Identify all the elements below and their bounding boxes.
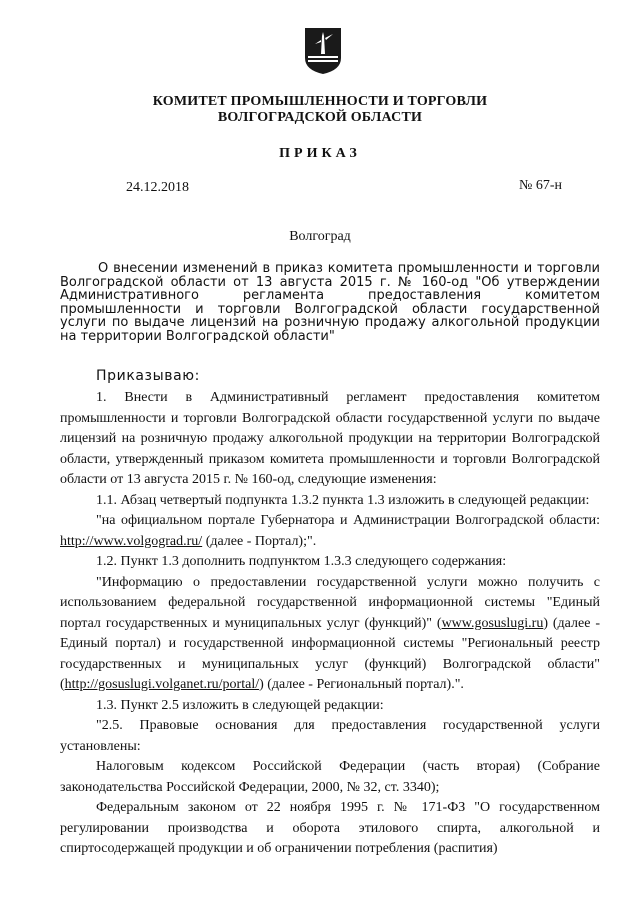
portal-link[interactable]: http://www.volgograd.ru/ — [60, 533, 203, 549]
paragraph-2-5: "2.5. Правовые основания для предоставления государственной услуги установлены: — [60, 718, 600, 754]
paragraph-text: ) (далее - Единый портал) и государственной информационной системы "Региональный реестр государственных и муниципальных услуг (функций) Волгоградской области" ( — [60, 615, 600, 692]
organization-region: ВОЛГОГРАДСКОЙ ОБЛАСТИ — [217, 110, 423, 125]
regional-portal-link[interactable]: http://gosuslugi.volganet.ru/portal/ — [64, 677, 260, 692]
paragraph-tax-code: Налоговым кодексом Российской Федерации (часть вторая) (Собрание законодательства Российской Федерации, 2000, № 32, ст. 3340); — [60, 759, 600, 795]
paragraph-1-1: 1.1. Абзац четвертый подпункта 1.3.2 пункта 1.3 изложить в следующей редакции: — [96, 492, 590, 508]
gosuslugi-link[interactable]: www.gosuslugi.ru — [441, 615, 544, 631]
paragraph-1-3: 1.3. Пункт 2.5 изложить в следующей редакции: — [96, 697, 384, 713]
document-city: Волгоград — [289, 229, 351, 244]
paragraph-portal — [60, 511, 600, 552]
document-subject: О внесении изменений в приказ комитета промышленности и торговли Волгоградской области от 13 августа 2015 г. № 160-од "Об утверждении Административного регламента предоставления комитетом промышленности и торговли Волгоградской области государственной услуги по выдаче лицензий на розничную продажу алкогольной продукции на территории Волгоградской области" — [60, 261, 600, 344]
paragraph-text: "Информацию о предоставлении государственной услуги можно получить с использованием федеральной государственной информационной системы "Единый портал государственных и муниципальных услуг (функций)" ( — [60, 574, 600, 631]
paragraph-1-2: 1.2. Пункт 1.3 дополнить подпунктом 1.3.3 следующего содержания: — [96, 554, 507, 569]
document-date: 24.12.2018 — [126, 180, 189, 195]
paragraph-info — [60, 573, 600, 696]
decree-word: Приказываю: — [96, 368, 200, 384]
paragraph-1: 1. Внести в Административный регламент предоставления комитетом промышленности и торговли Волгоградской области государственной услуги по выдаче лицензий на розничную продажу алкогольной продукции на территории Волгоградской области, утвержденный приказом комитета промышленности и торговли Волгоградской области от 13 августа 2015 г. № 160-од, следующие изменения: — [60, 390, 600, 487]
paragraph-federal-law: Федеральным законом от 22 ноября 1995 г. № 171-ФЗ "О государственном регулировании производства и оборота этилового спирта, алкогольной и спиртосодержащей продукции и об ограничении потребления (распития) — [60, 800, 600, 856]
organization-name: КОМИТЕТ ПРОМЫШЛЕННОСТИ И ТОРГОВЛИ — [152, 94, 488, 109]
paragraph-text: ) (далее - Региональный портал).". — [259, 677, 464, 692]
document-body — [60, 388, 600, 860]
document-number: № 67-н — [519, 178, 563, 193]
document-type: ПРИКАЗ — [279, 146, 361, 161]
paragraph-text: "на официальном портале Губернатора и Администрации Волгоградской области: — [96, 513, 600, 528]
paragraph-text: (далее - Портал);". — [202, 533, 317, 549]
coat-of-arms-icon — [303, 26, 343, 76]
